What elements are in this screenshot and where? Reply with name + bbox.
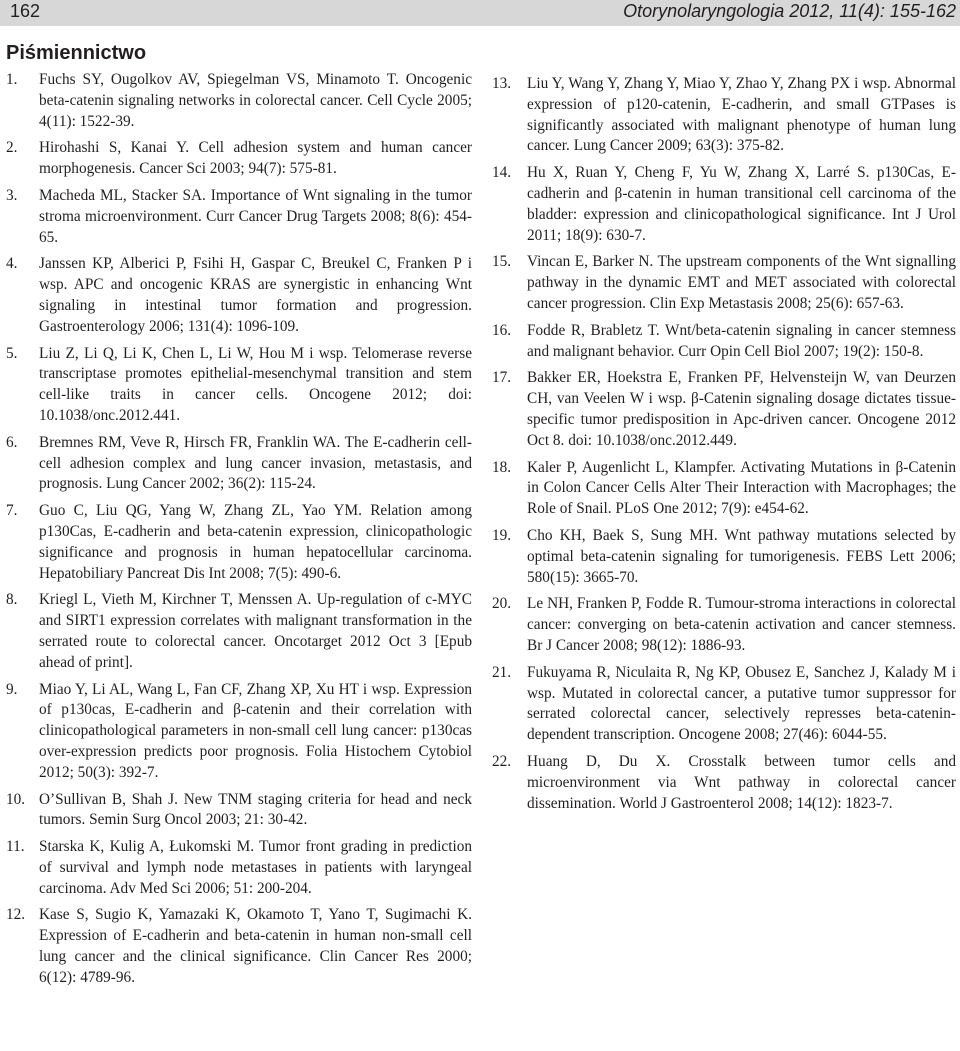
reference-number: 14. xyxy=(492,164,512,182)
reference-item xyxy=(492,752,956,814)
reference-item xyxy=(492,368,956,451)
reference-text: Guo C, Liu QG, Yang W, Zhang ZL, Yao YM. Relation among p130Cas, E-cadherin and beta-catenin expression, clinicopathologic significance and prognosis in human hepatocellular carcinoma. Hepatobiliary Pancreat Dis Int 2008; 7(5): 490-6. xyxy=(39,502,472,582)
reference-item xyxy=(6,680,472,784)
reference-number: 15. xyxy=(492,253,512,271)
reference-item xyxy=(492,458,956,520)
reference-number: 10. xyxy=(6,790,26,808)
reference-text: Fukuyama R, Niculaita R, Ng KP, Obusez E, Sanchez J, Kalady M i wsp. Mutated in colorectal cancer, a putative tumor suppressor for serrated colorectal cancer, selectively represses beta-catenin-dependent transcription. Oncogene 2008; 27(46): 6044-55. xyxy=(527,663,956,744)
references-left-column xyxy=(6,70,472,995)
reference-item xyxy=(492,74,956,157)
reference-number: 20. xyxy=(492,595,512,613)
reference-number: 21. xyxy=(492,663,512,681)
reference-item xyxy=(6,837,472,899)
reference-number: 6. xyxy=(6,433,18,451)
reference-number: 19. xyxy=(492,526,512,544)
reference-text: Miao Y, Li AL, Wang L, Fan CF, Zhang XP, Xu HT i wsp. Expression of p130cas, E-cadherin and β-catenin and their correlation with clinicopathological parameters in non-small cell lung cancer: p130cas over-expression predicts poor prognosis. Folia Histochem Cytobiol 2012; 50(3): 392-7. xyxy=(39,680,472,781)
reference-item xyxy=(6,70,472,132)
reference-text: Fuchs SY, Ougolkov AV, Spiegelman VS, Minamoto T. Oncogenic beta-catenin signaling networks in colorectal cancer. Cell Cycle 2005; 4(11): 1522-39. xyxy=(39,71,472,130)
reference-number: 12. xyxy=(6,906,26,924)
reference-item xyxy=(6,590,472,673)
reference-item xyxy=(6,138,472,180)
reference-number: 13. xyxy=(492,75,512,92)
reference-text: Kriegl L, Vieth M, Kirchner T, Menssen A. Up-regulation of c-MYC and SIRT1 expression correlates with malignant transformation in the serrated route to colorectal cancer. Oncotarget 2012 Oct 3 [Epub ahead of print]. xyxy=(39,591,472,671)
reference-text: Cho KH, Baek S, Sung MH. Wnt pathway mutations selected by optimal beta-catenin signaling for tumorigenesis. FEBS Lett 2006; 580(15): 3665-70. xyxy=(527,526,956,586)
reference-item xyxy=(6,186,472,248)
references-right-column xyxy=(492,74,956,820)
section-title: Piśmiennictwo xyxy=(6,42,147,64)
reference-number: 7. xyxy=(6,502,18,520)
page-header xyxy=(0,0,960,26)
reference-text: Le NH, Franken P, Fodde R. Tumour-stroma interactions in colorectal cancer: converging on beta-catenin activation and cancer stemness. Br J Cancer 2008; 98(12): 1886-93. xyxy=(527,595,956,654)
reference-number: 2. xyxy=(6,139,18,157)
reference-number: 9. xyxy=(6,680,18,698)
reference-text: Macheda ML, Stacker SA. Importance of Wnt signaling in the tumor stroma microenvironment. Curr Cancer Drug Targets 2008; 8(6): 454-65. xyxy=(39,186,472,246)
reference-number: 4. xyxy=(6,255,18,273)
reference-text: Bakker ER, Hoekstra E, Franken PF, Helvensteijn W, van Deurzen CH, van Veelen W i wsp. β-Catenin signaling dosage dictates tissue-specific tumor predisposition in Apc-driven cancer. Oncogene 2012 Oct 8. doi: 10.1038/onc.2012.449. xyxy=(527,369,956,449)
reference-number: 16. xyxy=(492,321,512,339)
reference-item xyxy=(6,344,472,427)
reference-item xyxy=(6,501,472,584)
reference-text: Hu X, Ruan Y, Cheng F, Yu W, Zhang X, Larré S. p130Cas, E-cadherin and β-catenin in human transitional cell carcinoma of the bladder: expression and clinicopathological significance. Int J Urol 2011; 18(9): 630-7. xyxy=(527,164,956,244)
reference-text: Hirohashi S, Kanai Y. Cell adhesion system and human cancer morphogenesis. Cancer Sci 2003; 94(7): 575-81. xyxy=(39,139,472,178)
reference-text: Fodde R, Brabletz T. Wnt/beta-catenin signaling in cancer stemness and malignant behavior. Curr Opin Cell Biol 2007; 19(2): 150-8. xyxy=(527,321,956,360)
reference-number: 8. xyxy=(6,591,18,609)
reference-number: 18. xyxy=(492,458,512,476)
reference-number: 1. xyxy=(6,71,18,88)
reference-text: Liu Y, Wang Y, Zhang Y, Miao Y, Zhao Y, Zhang PX i wsp. Abnormal expression of p120-catenin, E-cadherin, and small GTPases is significantly associated with malignant phenotype of human lung cancer. Lung Cancer 2009; 63(3): 375-82. xyxy=(527,75,956,155)
reference-text: O’Sullivan B, Shah J. New TNM staging criteria for head and neck tumors. Semin Surg Oncol 2003; 21: 30-42. xyxy=(39,790,472,829)
reference-item xyxy=(492,321,956,363)
reference-text: Bremnes RM, Veve R, Hirsch FR, Franklin WA. The E-cadherin cell-cell adhesion complex and lung cancer invasion, metastasis, and prognosis. Lung Cancer 2002; 36(2): 115-24. xyxy=(39,433,472,493)
reference-item xyxy=(492,163,956,246)
reference-item xyxy=(492,252,956,314)
reference-item xyxy=(492,594,956,656)
reference-item xyxy=(6,905,472,988)
reference-item xyxy=(492,663,956,746)
reference-item xyxy=(6,790,472,832)
reference-text: Starska K, Kulig A, Łukomski M. Tumor front grading in prediction of survival and lymph node metastases in patients with laryngeal carcinoma. Adv Med Sci 2006; 51: 200-204. xyxy=(39,838,472,897)
reference-text: Vincan E, Barker N. The upstream components of the Wnt signalling pathway in the dynamic EMT and MET associated with colorectal cancer progression. Clin Exp Metastasis 2008; 25(6): 657-63. xyxy=(527,253,956,312)
reference-number: 11. xyxy=(6,838,25,856)
reference-text: Kase S, Sugio K, Yamazaki K, Okamoto T, Yano T, Sugimachi K. Expression of E-cadherin and beta-catenin in human non-small cell lung cancer and the clinical significance. Clin Cancer Res 2000; 6(12): 4789-96. xyxy=(39,906,472,986)
reference-number: 17. xyxy=(492,369,512,387)
reference-item xyxy=(6,433,472,495)
reference-item xyxy=(6,254,472,337)
journal-citation: Otorynolaryngologia 2012, 11(4): 155-162 xyxy=(623,1,956,21)
reference-text: Kaler P, Augenlicht L, Klampfer. Activating Mutations in β-Catenin in Colon Cancer Cells Alter Their Interaction with Macrophages; the Role of Snail. PLoS One 2012; 7(9): e454-62. xyxy=(527,458,956,518)
reference-text: Huang D, Du X. Crosstalk between tumor cells and microenvironment via Wnt pathway in colorectal cancer dissemination. World J Gastroenterol 2008; 14(12): 1823-7. xyxy=(527,752,956,812)
reference-number: 5. xyxy=(6,344,18,362)
page-number: 162 xyxy=(10,1,41,21)
reference-text: Janssen KP, Alberici P, Fsihi H, Gaspar C, Breukel C, Franken P i wsp. APC and oncogenic KRAS are synergistic in enhancing Wnt signaling in intestinal tumor formation and progression. Gastroenterology 2006; 131(4): 1096-109. xyxy=(39,255,472,335)
reference-number: 3. xyxy=(6,186,18,204)
reference-number: 22. xyxy=(492,752,512,770)
reference-text: Liu Z, Li Q, Li K, Chen L, Li W, Hou M i wsp. Telomerase reverse transcriptase promotes epithelial-mesenchymal transition and stem cell-like traits in cancer cells. Oncogene 2012; doi: 10.1038/onc.2012.441. xyxy=(39,344,472,424)
reference-item xyxy=(492,526,956,588)
